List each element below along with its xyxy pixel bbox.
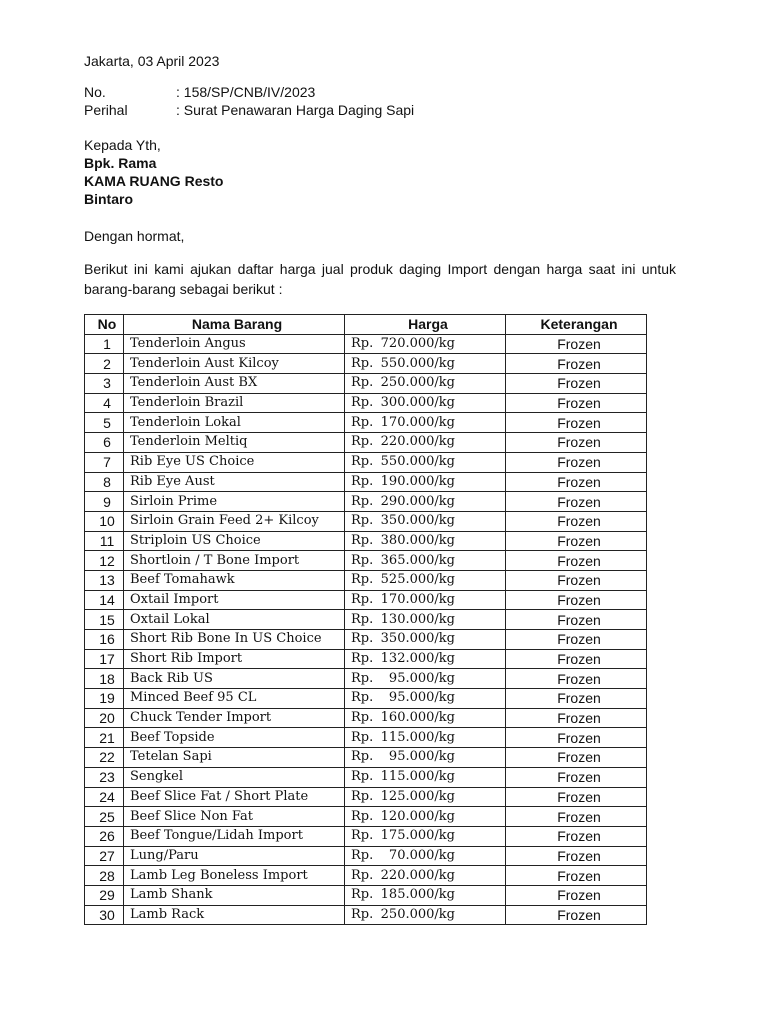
row-item-name: Beef Tongue/Lidah Import: [124, 826, 345, 846]
row-note: Frozen: [506, 905, 647, 925]
price-amount: 350.000/kg: [380, 513, 455, 529]
price-amount: 120.000/kg: [380, 808, 455, 824]
price-table: [84, 314, 647, 925]
price-amount: 130.000/kg: [380, 611, 455, 627]
row-price: [345, 413, 506, 433]
currency-label: Rp.: [351, 375, 374, 391]
table-row: [85, 787, 647, 807]
row-price: [345, 787, 506, 807]
row-note: Frozen: [506, 787, 647, 807]
table-row: [85, 689, 647, 709]
currency-label: Rp.: [351, 336, 374, 352]
row-number: 10: [85, 511, 124, 531]
row-note: Frozen: [506, 669, 647, 689]
row-note: Frozen: [506, 610, 647, 630]
row-note: Frozen: [506, 354, 647, 374]
table-row: [85, 374, 647, 394]
table-row: [85, 649, 647, 669]
row-number: 17: [85, 649, 124, 669]
row-item-name: Tenderloin Aust BX: [124, 374, 345, 394]
row-note: Frozen: [506, 708, 647, 728]
row-number: 20: [85, 708, 124, 728]
currency-label: Rp.: [351, 414, 374, 430]
price-amount: 160.000/kg: [380, 710, 455, 726]
table-row: [85, 393, 647, 413]
row-price: [345, 846, 506, 866]
salutation: Dengan hormat,: [84, 228, 185, 244]
row-number: 6: [85, 433, 124, 453]
row-number: 5: [85, 413, 124, 433]
row-price: [345, 472, 506, 492]
row-note: Frozen: [506, 511, 647, 531]
row-number: 22: [85, 748, 124, 768]
row-item-name: Tetelan Sapi: [124, 748, 345, 768]
table-row: [85, 413, 647, 433]
currency-label: Rp.: [351, 591, 374, 607]
row-number: 30: [85, 905, 124, 925]
currency-label: Rp.: [351, 828, 374, 844]
row-price: [345, 374, 506, 394]
row-price: [345, 649, 506, 669]
price-amount: 175.000/kg: [380, 828, 455, 844]
table-row: [85, 708, 647, 728]
price-amount: 550.000/kg: [380, 454, 455, 470]
table-row: [85, 630, 647, 650]
row-number: 19: [85, 689, 124, 709]
price-amount: 300.000/kg: [380, 395, 455, 411]
currency-label: Rp.: [351, 513, 374, 529]
table-row: [85, 570, 647, 590]
price-amount: 185.000/kg: [380, 887, 455, 903]
letter-date: Jakarta, 03 April 2023: [84, 53, 220, 69]
table-row: [85, 846, 647, 866]
row-price: [345, 885, 506, 905]
currency-label: Rp.: [351, 887, 374, 903]
row-item-name: Beef Topside: [124, 728, 345, 748]
header-name: Nama Barang: [124, 315, 345, 335]
row-number: 1: [85, 334, 124, 354]
currency-label: Rp.: [351, 572, 374, 588]
table-row: [85, 492, 647, 512]
table-header-row: [85, 315, 647, 335]
table-row: [85, 826, 647, 846]
row-item-name: Oxtail Lokal: [124, 610, 345, 630]
row-price: [345, 570, 506, 590]
table-row: [85, 354, 647, 374]
header-note: Keterangan: [506, 315, 647, 335]
row-note: Frozen: [506, 728, 647, 748]
price-amount: 170.000/kg: [380, 414, 455, 430]
price-amount: 525.000/kg: [380, 572, 455, 588]
row-note: Frozen: [506, 551, 647, 571]
row-note: Frozen: [506, 472, 647, 492]
price-amount: 95.000/kg: [388, 690, 455, 706]
row-number: 24: [85, 787, 124, 807]
table-row: [85, 885, 647, 905]
row-price: [345, 354, 506, 374]
row-note: Frozen: [506, 866, 647, 886]
price-amount: 220.000/kg: [380, 434, 455, 450]
row-price: [345, 807, 506, 827]
row-price: [345, 708, 506, 728]
row-item-name: Chuck Tender Import: [124, 708, 345, 728]
row-note: Frozen: [506, 590, 647, 610]
row-number: 11: [85, 531, 124, 551]
row-number: 28: [85, 866, 124, 886]
currency-label: Rp.: [351, 434, 374, 450]
row-price: [345, 334, 506, 354]
row-number: 2: [85, 354, 124, 374]
header-price: Harga: [345, 315, 506, 335]
row-number: 14: [85, 590, 124, 610]
row-item-name: Tenderloin Lokal: [124, 413, 345, 433]
row-note: Frozen: [506, 570, 647, 590]
row-item-name: Beef Tomahawk: [124, 570, 345, 590]
row-item-name: Lung/Paru: [124, 846, 345, 866]
row-note: Frozen: [506, 689, 647, 709]
row-number: 8: [85, 472, 124, 492]
row-number: 23: [85, 767, 124, 787]
row-price: [345, 452, 506, 472]
price-amount: 132.000/kg: [380, 651, 455, 667]
table-row: [85, 767, 647, 787]
row-price: [345, 905, 506, 925]
table-row: [85, 452, 647, 472]
currency-label: Rp.: [351, 552, 374, 568]
recipient-name: Bpk. Rama: [84, 155, 157, 171]
currency-label: Rp.: [351, 788, 374, 804]
table-row: [85, 334, 647, 354]
row-item-name: Tenderloin Aust Kilcoy: [124, 354, 345, 374]
row-price: [345, 590, 506, 610]
row-note: Frozen: [506, 433, 647, 453]
row-price: [345, 748, 506, 768]
row-number: 9: [85, 492, 124, 512]
currency-label: Rp.: [351, 749, 374, 765]
price-amount: 220.000/kg: [380, 867, 455, 883]
row-item-name: Rib Eye US Choice: [124, 452, 345, 472]
table-row: [85, 551, 647, 571]
row-item-name: Beef Slice Fat / Short Plate: [124, 787, 345, 807]
row-item-name: Lamb Shank: [124, 885, 345, 905]
letter-subject: [84, 101, 414, 119]
row-note: Frozen: [506, 630, 647, 650]
currency-label: Rp.: [351, 710, 374, 726]
row-price: [345, 630, 506, 650]
row-item-name: Oxtail Import: [124, 590, 345, 610]
row-item-name: Sirloin Grain Feed 2+ Kilcoy: [124, 511, 345, 531]
row-price: [345, 689, 506, 709]
price-amount: 250.000/kg: [380, 375, 455, 391]
row-number: 7: [85, 452, 124, 472]
currency-label: Rp.: [351, 532, 374, 548]
currency-label: Rp.: [351, 611, 374, 627]
table-row: [85, 866, 647, 886]
table-row: [85, 511, 647, 531]
table-row: [85, 728, 647, 748]
recipient-company: KAMA RUANG Resto: [84, 173, 224, 189]
row-number: 29: [85, 885, 124, 905]
row-number: 16: [85, 630, 124, 650]
price-amount: 550.000/kg: [380, 355, 455, 371]
price-amount: 350.000/kg: [380, 631, 455, 647]
row-item-name: Short Rib Import: [124, 649, 345, 669]
row-note: Frozen: [506, 649, 647, 669]
currency-label: Rp.: [351, 355, 374, 371]
letter-number: [84, 83, 315, 101]
currency-label: Rp.: [351, 847, 374, 863]
currency-label: Rp.: [351, 454, 374, 470]
row-price: [345, 551, 506, 571]
header-no: No: [85, 315, 124, 335]
row-number: 27: [85, 846, 124, 866]
row-item-name: Striploin US Choice: [124, 531, 345, 551]
row-price: [345, 767, 506, 787]
table-row: [85, 610, 647, 630]
row-price: [345, 610, 506, 630]
currency-label: Rp.: [351, 906, 374, 922]
price-amount: 720.000/kg: [380, 336, 455, 352]
row-item-name: Rib Eye Aust: [124, 472, 345, 492]
row-item-name: Tenderloin Angus: [124, 334, 345, 354]
row-note: Frozen: [506, 492, 647, 512]
row-item-name: Sengkel: [124, 767, 345, 787]
row-item-name: Lamb Rack: [124, 905, 345, 925]
row-item-name: Lamb Leg Boneless Import: [124, 866, 345, 886]
currency-label: Rp.: [351, 867, 374, 883]
price-amount: 95.000/kg: [388, 670, 455, 686]
row-note: Frozen: [506, 393, 647, 413]
table-row: [85, 807, 647, 827]
table-row: [85, 748, 647, 768]
table-row: [85, 905, 647, 925]
currency-label: Rp.: [351, 631, 374, 647]
row-item-name: Tenderloin Meltiq: [124, 433, 345, 453]
row-note: Frozen: [506, 807, 647, 827]
table-row: [85, 531, 647, 551]
row-note: Frozen: [506, 885, 647, 905]
row-note: Frozen: [506, 767, 647, 787]
currency-label: Rp.: [351, 769, 374, 785]
row-price: [345, 826, 506, 846]
price-amount: 70.000/kg: [388, 847, 455, 863]
row-item-name: Back Rib US: [124, 669, 345, 689]
row-price: [345, 866, 506, 886]
row-number: 18: [85, 669, 124, 689]
currency-label: Rp.: [351, 670, 374, 686]
row-number: 25: [85, 807, 124, 827]
row-note: Frozen: [506, 748, 647, 768]
row-price: [345, 728, 506, 748]
price-amount: 115.000/kg: [380, 729, 455, 745]
price-amount: 250.000/kg: [380, 906, 455, 922]
row-item-name: Minced Beef 95 CL: [124, 689, 345, 709]
row-note: Frozen: [506, 334, 647, 354]
number-value: : 158/SP/CNB/IV/2023: [176, 84, 316, 100]
price-amount: 365.000/kg: [380, 552, 455, 568]
currency-label: Rp.: [351, 808, 374, 824]
row-note: Frozen: [506, 846, 647, 866]
row-price: [345, 492, 506, 512]
price-amount: 170.000/kg: [380, 591, 455, 607]
table-row: [85, 669, 647, 689]
row-price: [345, 669, 506, 689]
table-body: [85, 334, 647, 925]
currency-label: Rp.: [351, 729, 374, 745]
row-item-name: Short Rib Bone In US Choice: [124, 630, 345, 650]
price-amount: 290.000/kg: [380, 493, 455, 509]
row-item-name: Beef Slice Non Fat: [124, 807, 345, 827]
subject-label: Perihal: [84, 102, 128, 118]
number-label: No.: [84, 84, 106, 100]
row-note: Frozen: [506, 413, 647, 433]
row-note: Frozen: [506, 374, 647, 394]
row-item-name: Sirloin Prime: [124, 492, 345, 512]
price-amount: 95.000/kg: [388, 749, 455, 765]
row-note: Frozen: [506, 531, 647, 551]
row-number: 13: [85, 570, 124, 590]
row-note: Frozen: [506, 452, 647, 472]
table-row: [85, 590, 647, 610]
row-price: [345, 393, 506, 413]
row-price: [345, 511, 506, 531]
recipient-intro: Kepada Yth,: [84, 137, 161, 153]
currency-label: Rp.: [351, 690, 374, 706]
intro-paragraph: Berikut ini kami ajukan daftar harga jual produk daging Import dengan harga saat ini untuk barang-barang sebagai berikut :: [84, 261, 676, 297]
currency-label: Rp.: [351, 473, 374, 489]
price-amount: 125.000/kg: [380, 788, 455, 804]
row-price: [345, 531, 506, 551]
currency-label: Rp.: [351, 651, 374, 667]
row-number: 15: [85, 610, 124, 630]
row-price: [345, 433, 506, 453]
row-item-name: Tenderloin Brazil: [124, 393, 345, 413]
table-row: [85, 433, 647, 453]
subject-value: : Surat Penawaran Harga Daging Sapi: [176, 102, 415, 118]
row-number: 12: [85, 551, 124, 571]
price-amount: 115.000/kg: [380, 769, 455, 785]
price-amount: 380.000/kg: [380, 532, 455, 548]
row-note: Frozen: [506, 826, 647, 846]
currency-label: Rp.: [351, 395, 374, 411]
price-amount: 190.000/kg: [380, 473, 455, 489]
row-item-name: Shortloin / T Bone Import: [124, 551, 345, 571]
row-number: 3: [85, 374, 124, 394]
row-number: 4: [85, 393, 124, 413]
table-row: [85, 472, 647, 492]
currency-label: Rp.: [351, 493, 374, 509]
row-number: 21: [85, 728, 124, 748]
recipient-location: Bintaro: [84, 191, 133, 207]
row-number: 26: [85, 826, 124, 846]
